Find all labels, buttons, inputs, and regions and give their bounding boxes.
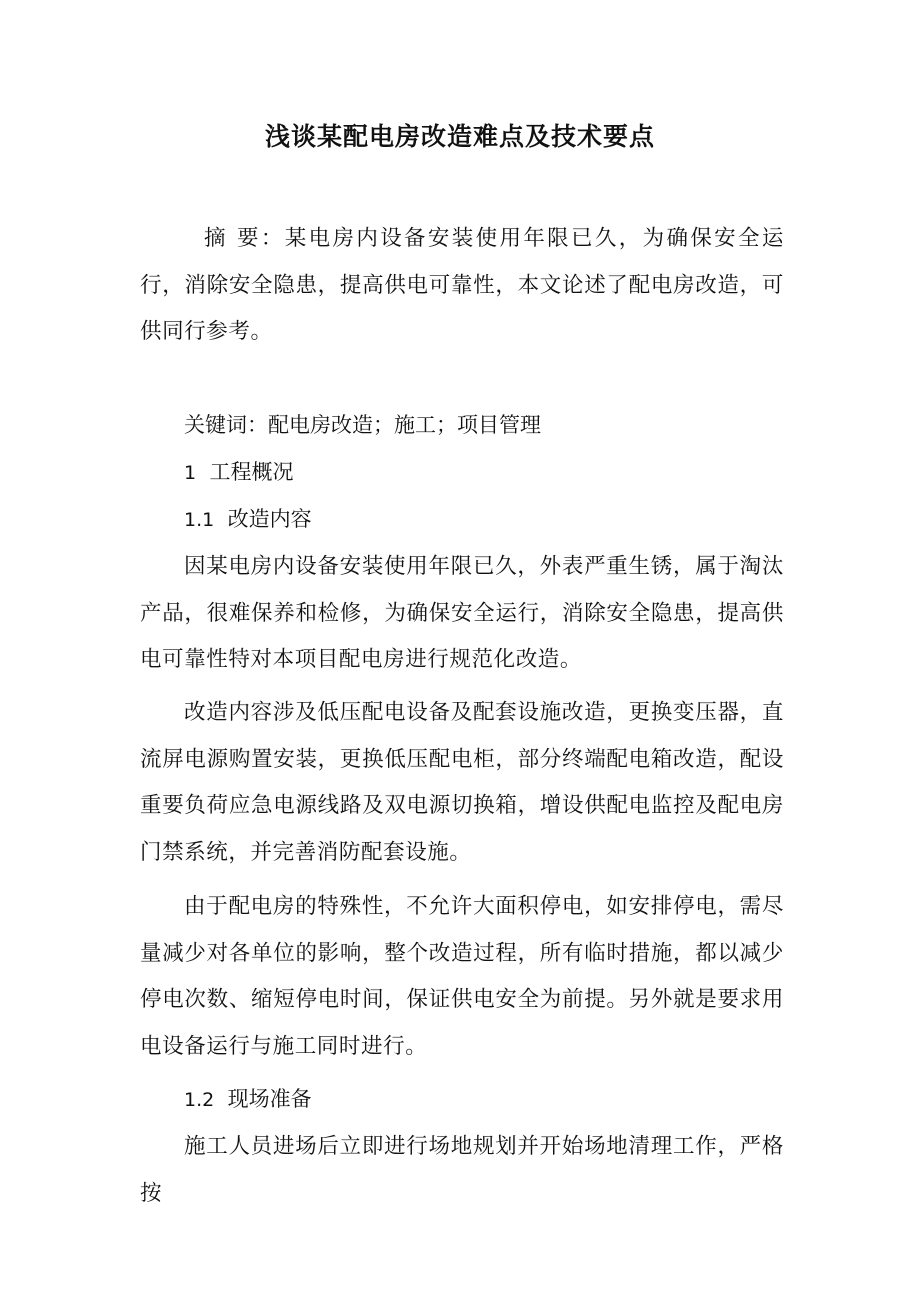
section-1-1-number: 1.1 [184, 509, 215, 531]
keywords-line: 关键词：配电房改造；施工；项目管理 [184, 413, 541, 437]
section-1-title: 工程概况 [209, 460, 294, 484]
paragraph: 施工人员进场后立即进行场地规划并开始场地清理工作，严格按 [140, 1134, 784, 1206]
section-1-2-heading [184, 1076, 312, 1123]
section-1-number: 1 [184, 462, 197, 484]
paragraph: 因某电房内设备安装使用年限已久，外表严重生锈，属于淘汰产品，很难保养和检修，为确保安全运行，消除安全隐患，提高供电可靠性特对本项目配电房进行规范化改造。 [140, 554, 784, 672]
paragraph: 由于配电房的特殊性，不允许大面积停电，如安排停电，需尽量减少对各单位的影响，整个改造过程，所有临时措施，都以减少停电次数、缩短停电时间，保证供电安全为前提。另外就是要求用电设备运行与施工同时进行。 [140, 894, 784, 1059]
section-1-1-heading [184, 496, 312, 543]
abstract-label: 摘 要： [204, 226, 285, 251]
paragraph: 改造内容涉及低压配电设备及配套设施改造，更换变压器，直流屏电源购置安装，更换低压配电柜，部分终端配电箱改造，配设重要负荷应急电源线路及双电源切换箱，增设供配电监控及配电房门禁系统，并完善消防配套设施。 [140, 700, 784, 865]
section-1-2-number: 1.2 [184, 1089, 215, 1111]
section-1-1-title: 改造内容 [227, 507, 312, 531]
section-1-heading [184, 449, 293, 496]
abstract-text: 某电房内设备安装使用年限已久，为确保安全运行，消除安全隐患，提高供电可靠性，本文论述了配电房改造，可供同行参考。 [140, 226, 784, 344]
document-title: 浅谈某配电房改造难点及技术要点 [264, 122, 655, 151]
section-1-2-title: 现场准备 [227, 1087, 312, 1111]
abstract-paragraph [140, 216, 784, 356]
